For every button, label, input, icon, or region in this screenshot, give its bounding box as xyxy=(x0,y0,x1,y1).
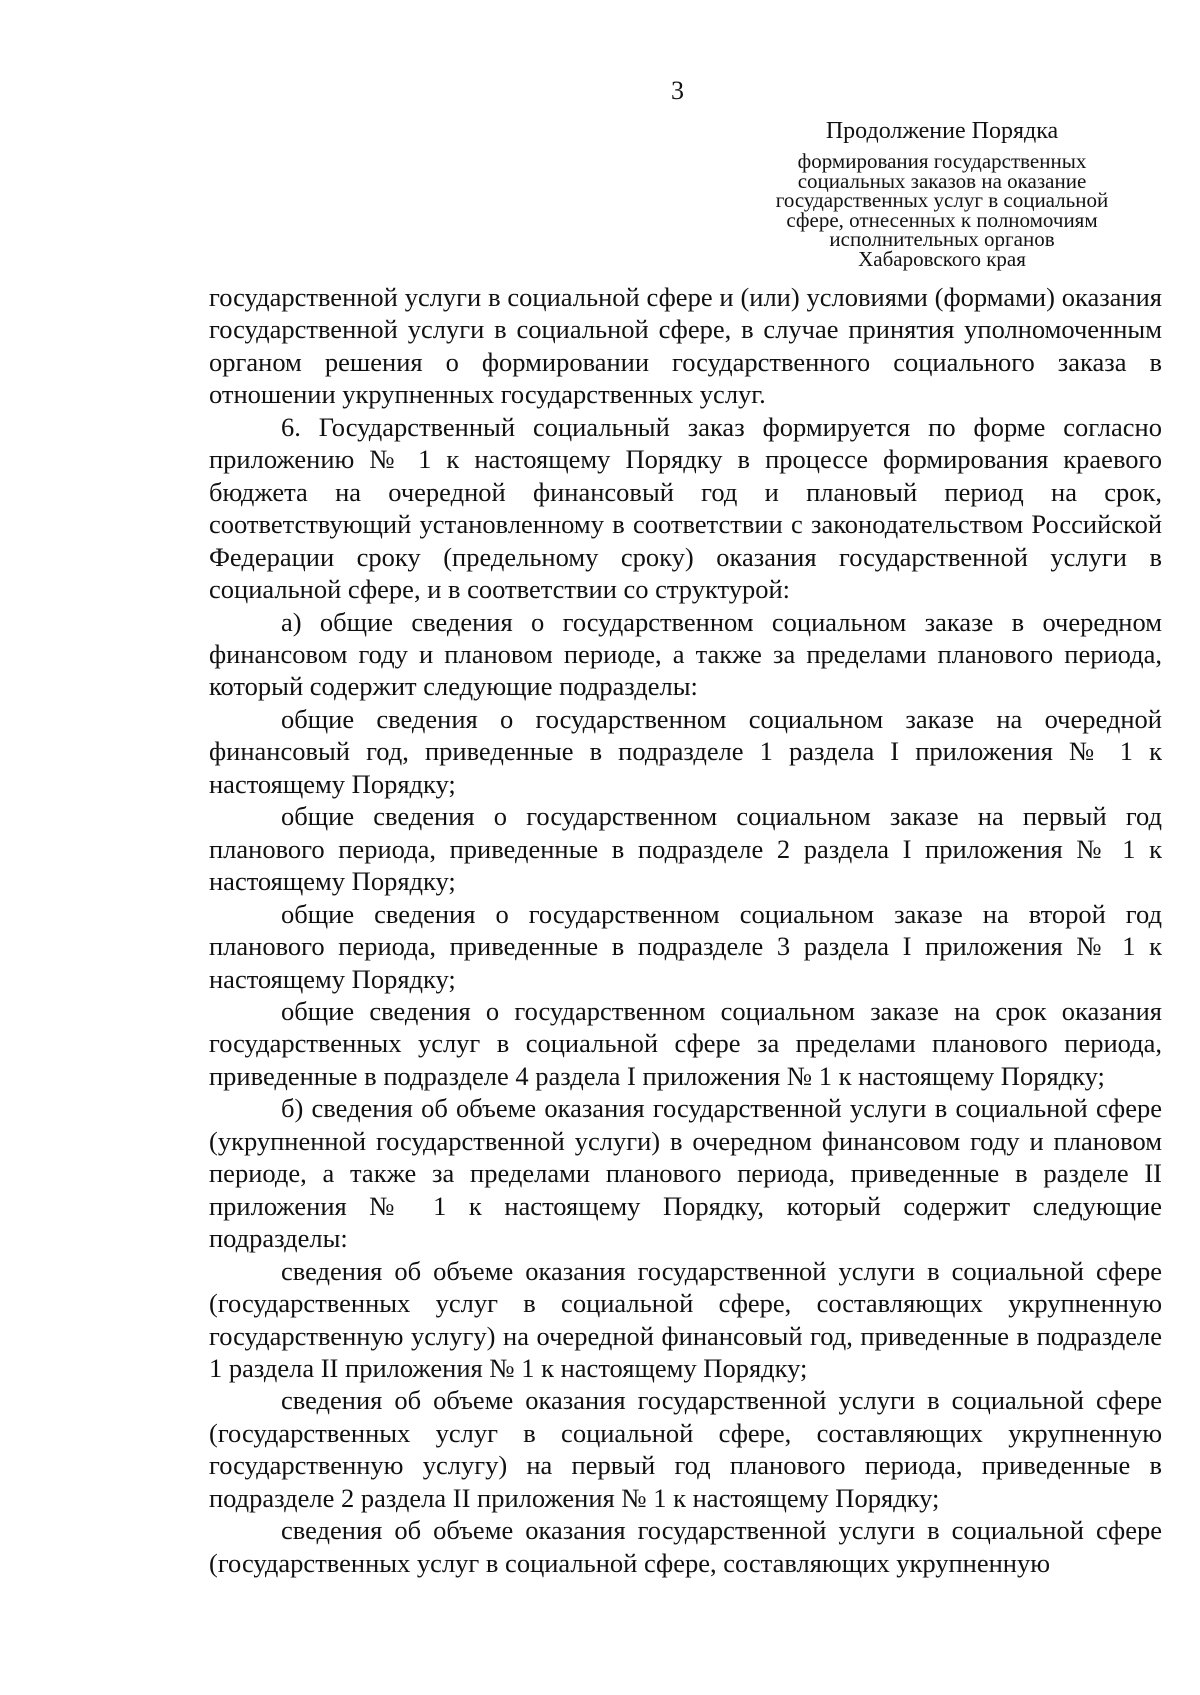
body-paragraph: сведения об объеме оказания государственной услуги в социальной сфере (государственных услуг в социальной сфере, составляющих укрупненную государственную услугу) на очередной финансовый год, приведенные в подразделе 1 раздела II приложения № 1 к настоящему Порядку; xyxy=(209,1255,1162,1383)
header-title: Продолжение Порядка xyxy=(825,118,1059,144)
body-paragraph: б) сведения об объеме оказания государственной услуги в социальной сфере (укрупненной государственной услуги) в очередном финансовом году и плановом периоде, а также за пределами планового периода, приведенные в разделе II приложения № 1 к настоящему Порядку, который содержит следующие подразделы: xyxy=(209,1093,1162,1254)
body-paragraph: общие сведения о государственном социальном заказе на первый год планового периода, приведенные в подразделе 2 раздела I приложения № 1 к настоящему Порядку; xyxy=(209,801,1162,897)
body-paragraph: сведения об объеме оказания государственной услуги в социальной сфере (государственных услуг в социальной сфере, составляющих укрупненную xyxy=(209,1515,1162,1578)
body-paragraph: общие сведения о государственном социальном заказе на очередной финансовый год, приведенные в подразделе 1 раздела I приложения № 1 к настоящему Порядку; xyxy=(209,703,1162,799)
body-paragraph: сведения об объеме оказания государственной услуги в социальной сфере (государственных услуг в социальной сфере, составляющих укрупненную государственную услугу) на первый год планового периода, приведенные в подразделе 2 раздела II приложения № 1 к настоящему Порядку; xyxy=(209,1385,1162,1513)
body-paragraph: общие сведения о государственном социальном заказе на второй год планового периода, приведенные в подразделе 3 раздела I приложения № 1 к настоящему Порядку; xyxy=(209,898,1162,994)
header-line: Хабаровского края xyxy=(858,246,1026,271)
header-line: социальных заказов на оказание xyxy=(797,168,1087,193)
header-line: формирования государственных xyxy=(797,149,1087,173)
body-paragraph: общие сведения о государственном социальном заказе на срок оказания государственных услуг в социальной сфере за пределами планового периода, приведенные в подразделе 4 раздела I приложения № 1 к настоящему Порядку; xyxy=(209,995,1162,1091)
header-line: сфере, отнесенных к полномочиям xyxy=(786,207,1098,232)
body-text xyxy=(209,281,1162,1579)
body-paragraph: а) общие сведения о государственном социальном заказе в очередном финансовом году и плановом периоде, а также за пределами планового периода, который содержит следующие подразделы: xyxy=(209,606,1162,702)
header-line: государственных услуг в социальной xyxy=(775,188,1109,213)
body-paragraph: 6. Государственный социальный заказ формируется по форме согласно приложению № 1 к настоящему Порядку в процессе формирования краевого бюджета на очередной финансовый год и плановый период на срок, соответствующий установленному в соответствии с законодательством Российской Федерации сроку (предельному сроку) оказания государственной услуги в социальной сфере, и в соответствии со структурой: xyxy=(209,411,1162,605)
body-paragraph: государственной услуги в социальной сфере и (или) условиями (формами) оказания государственной услуги в социальной сфере, в случае принятия уполномоченным органом решения о формировании государственного социального заказа в отношении укрупненных государственных услуг. xyxy=(209,282,1162,410)
header-line: исполнительных органов xyxy=(829,227,1055,252)
page-number: 3 xyxy=(671,76,684,105)
header-block xyxy=(728,118,1156,270)
